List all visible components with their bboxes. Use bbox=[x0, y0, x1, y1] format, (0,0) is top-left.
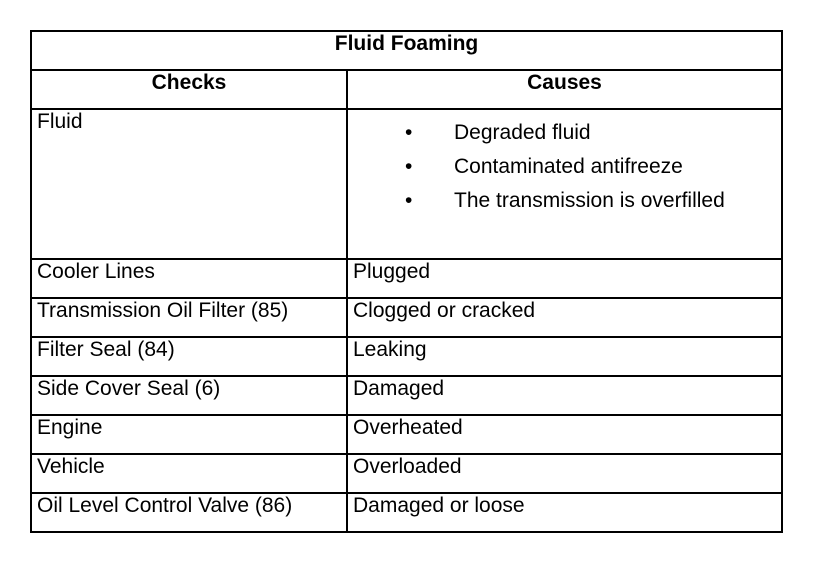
fluid-foaming-table bbox=[30, 30, 783, 533]
cause-cell: Leaking bbox=[347, 337, 782, 376]
table-title-row bbox=[31, 31, 782, 70]
header-causes: Causes bbox=[347, 70, 782, 109]
table-header-row bbox=[31, 70, 782, 109]
table-title: Fluid Foaming bbox=[31, 31, 782, 70]
table-row bbox=[31, 259, 782, 298]
table-row bbox=[31, 298, 782, 337]
check-cell: Cooler Lines bbox=[31, 259, 347, 298]
check-cell: Transmission Oil Filter (85) bbox=[31, 298, 347, 337]
cause-cell: Overloaded bbox=[347, 454, 782, 493]
cause-text: The transmission is overfilled bbox=[454, 189, 725, 212]
list-item bbox=[353, 121, 776, 155]
bullet-icon: • bbox=[405, 121, 413, 144]
table-row bbox=[31, 454, 782, 493]
check-cell: Side Cover Seal (6) bbox=[31, 376, 347, 415]
table-row bbox=[31, 493, 782, 532]
cause-cell: Damaged bbox=[347, 376, 782, 415]
cause-cell: Plugged bbox=[347, 259, 782, 298]
list-item bbox=[353, 155, 776, 189]
causes-cell bbox=[347, 109, 782, 259]
check-cell: Engine bbox=[31, 415, 347, 454]
check-cell: Vehicle bbox=[31, 454, 347, 493]
header-checks: Checks bbox=[31, 70, 347, 109]
check-cell: Filter Seal (84) bbox=[31, 337, 347, 376]
table-row bbox=[31, 415, 782, 454]
bullet-icon: • bbox=[405, 155, 413, 178]
list-item bbox=[353, 189, 776, 223]
table-row bbox=[31, 109, 782, 259]
cause-cell: Overheated bbox=[347, 415, 782, 454]
cause-cell: Damaged or loose bbox=[347, 493, 782, 532]
cause-cell: Clogged or cracked bbox=[347, 298, 782, 337]
table-row bbox=[31, 337, 782, 376]
check-cell: Oil Level Control Valve (86) bbox=[31, 493, 347, 532]
bullet-icon: • bbox=[405, 189, 413, 212]
check-cell: Fluid bbox=[31, 109, 347, 259]
causes-bullet-list bbox=[353, 121, 776, 223]
cause-text: Degraded fluid bbox=[454, 121, 591, 144]
cause-text: Contaminated antifreeze bbox=[454, 155, 683, 178]
table-row bbox=[31, 376, 782, 415]
